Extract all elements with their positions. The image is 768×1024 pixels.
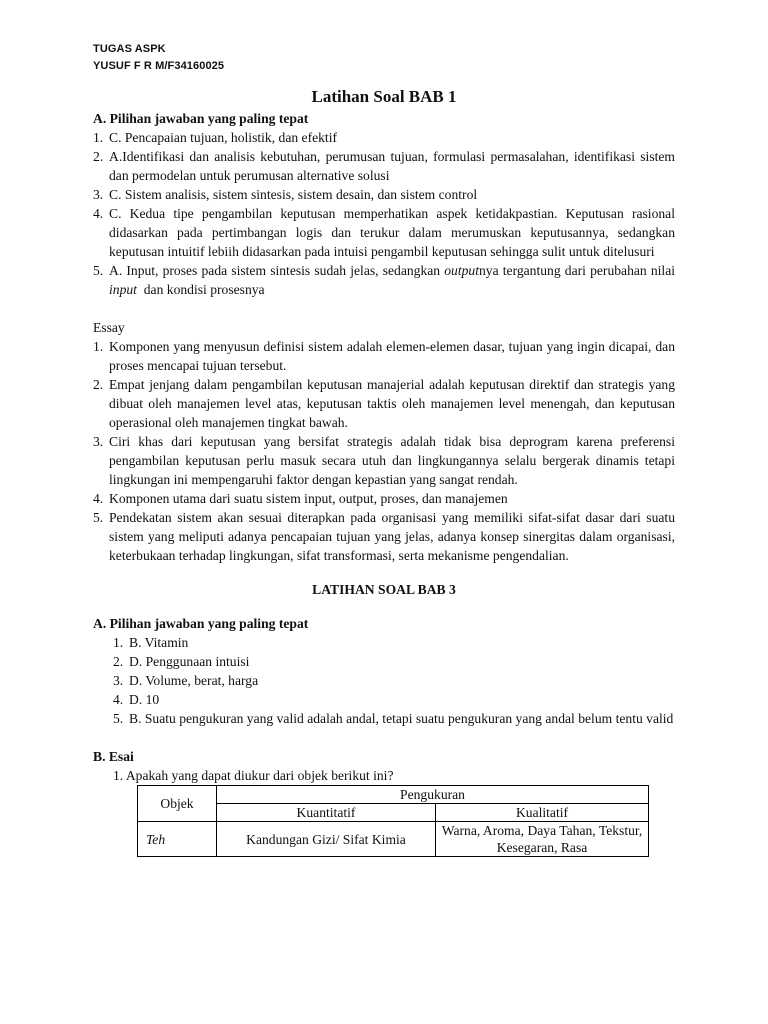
item-number: 5. xyxy=(93,510,104,525)
bab3-answer-item xyxy=(93,633,675,652)
item-text: A.Identifikasi dan analisis kebutuhan, perumusan tujuan, formulasi permasalahan, identifikasi sistem dan permodelan untuk perumusan alternative solusi xyxy=(109,149,675,183)
header-line-1: TUGAS ASPK xyxy=(93,43,166,55)
bab1-answer-item xyxy=(93,128,675,147)
table-header-pengukuran: Pengukuran xyxy=(217,786,649,804)
item-number: 4. xyxy=(93,206,104,221)
bab3-answer-item xyxy=(93,671,675,690)
table-cell-kualitatif: Warna, Aroma, Daya Tahan, Tekstur, Kesegaran, Rasa xyxy=(436,822,649,857)
italic-input: input xyxy=(109,282,137,297)
item-text: Pendekatan sistem akan sesuai diterapkan pada organisasi yang memiliki sifat-sifat dasar dari suatu sistem yang meliputi adanya pencapaian tujuan yang jelas, adanya konsep sinergitas dalam organisasi, keterbukaan terhadap lingkungan, sifat transformasi, serta mekanisme pengendalian. xyxy=(109,510,675,563)
table-cell-kuantitatif: Kandungan Gizi/ Sifat Kimia xyxy=(217,822,436,857)
table-cell-objek: Teh xyxy=(138,822,217,857)
bab3-answer-item xyxy=(93,709,675,728)
item-number: 1. xyxy=(93,339,104,354)
table-header-objek: Objek xyxy=(138,786,217,822)
bab3-section-b-heading: B. Esai xyxy=(93,749,134,764)
item-number: 4. xyxy=(93,491,104,506)
bab1-answer-item xyxy=(93,185,675,204)
item-number: 5. xyxy=(93,263,104,278)
item-number: 4. xyxy=(113,692,124,707)
bab3-section-a-heading: A. Pilihan jawaban yang paling tepat xyxy=(93,616,309,631)
item-text: B. Suatu pengukuran yang valid adalah andal, tetapi suatu pengukuran yang andal belum tentu valid xyxy=(129,711,674,726)
item-number: 2. xyxy=(113,654,124,669)
bab3-answer-item xyxy=(93,690,675,709)
table-row xyxy=(138,822,649,857)
document-body xyxy=(93,109,675,857)
item-text: Komponen yang menyusun definisi sistem adalah elemen-elemen dasar, tujuan yang ingin dicapai, dan proses mencapai tujuan tersebut. xyxy=(109,339,675,373)
essay-heading: Essay xyxy=(93,320,125,335)
item-number: 3. xyxy=(93,434,104,449)
item-text: D. 10 xyxy=(129,692,160,707)
item-text: Ciri khas dari keputusan yang bersifat strategis adalah tidak bisa deprogram karena preferensi pengambilan keputusan perlu masuk secara utuh dan lingkungannya selalu bergerak dinamis tetapi lingkungan ini mempengaruhi faktor dengan kepastian yang sangat rendah. xyxy=(109,434,675,487)
item-number: 1. xyxy=(113,635,124,650)
item-text: C. Pencapaian tujuan, holistik, dan efektif xyxy=(109,130,338,145)
essay-item xyxy=(93,375,675,432)
bab1-answer-item xyxy=(93,204,675,261)
measurement-table xyxy=(137,785,649,857)
bab3-title: LATIHAN SOAL BAB 3 xyxy=(312,582,456,597)
item-number: 3. xyxy=(113,673,124,688)
text-run: dan kondisi prosesnya xyxy=(136,282,265,297)
essay-item xyxy=(93,508,675,565)
item-text: B. Vitamin xyxy=(129,635,189,650)
bab1-answer-item xyxy=(93,147,675,185)
item-text: C. Sistem analisis, sistem sintesis, sistem desain, dan sistem control xyxy=(109,187,478,202)
essay-question-1: 1. Apakah yang dapat diukur dari objek berikut ini? xyxy=(113,768,394,783)
essay-item xyxy=(93,337,675,375)
item-text xyxy=(109,261,675,299)
table-header-kualitatif: Kualitatif xyxy=(436,804,649,822)
text-run: A. Input, proses pada sistem sintesis sudah jelas, sedangkan xyxy=(109,263,445,278)
item-number: 5. xyxy=(113,711,124,726)
item-text: D. Penggunaan intuisi xyxy=(129,654,250,669)
table-header-kuantitatif: Kuantitatif xyxy=(217,804,436,822)
bab1-answer-item xyxy=(93,261,675,299)
header-line-2: YUSUF F R M/F34160025 xyxy=(93,60,225,72)
item-text: Komponen utama dari suatu sistem input, output, proses, dan manajemen xyxy=(109,491,508,506)
italic-output: output xyxy=(444,263,479,278)
item-text: D. Volume, berat, harga xyxy=(129,673,259,688)
text-run: nya tergantung dari perubahan nilai xyxy=(478,263,676,278)
item-text: Empat jenjang dalam pengambilan keputusan manajerial adalah keputusan direktif dan strategis yang dibuat oleh manajemen level atas, keputusan taktis oleh manajemen level menengah, dan keputusan operasional oleh manajemen tingkat bawah. xyxy=(109,377,675,430)
bab3-answer-item xyxy=(93,652,675,671)
item-number: 3. xyxy=(93,187,104,202)
item-number: 1. xyxy=(93,130,104,145)
essay-item xyxy=(93,432,675,489)
item-number: 2. xyxy=(93,377,104,392)
item-number: 2. xyxy=(93,149,104,164)
essay-item xyxy=(93,489,675,508)
item-text: C. Kedua tipe pengambilan keputusan memperhatikan aspek ketidakpastian. Keputusan rasional didasarkan pada pertimbangan logis dan terukur dalam merumuskan keputusannya, sedangkan keputusan intuitif lebiih didasarkan pada intuisi pengambil keputusan sehingga sulit untuk ditelusuri xyxy=(109,206,675,259)
page-title: Latihan Soal BAB 1 xyxy=(311,87,457,106)
bab1-section-a-heading: A. Pilihan jawaban yang paling tepat xyxy=(93,111,309,126)
